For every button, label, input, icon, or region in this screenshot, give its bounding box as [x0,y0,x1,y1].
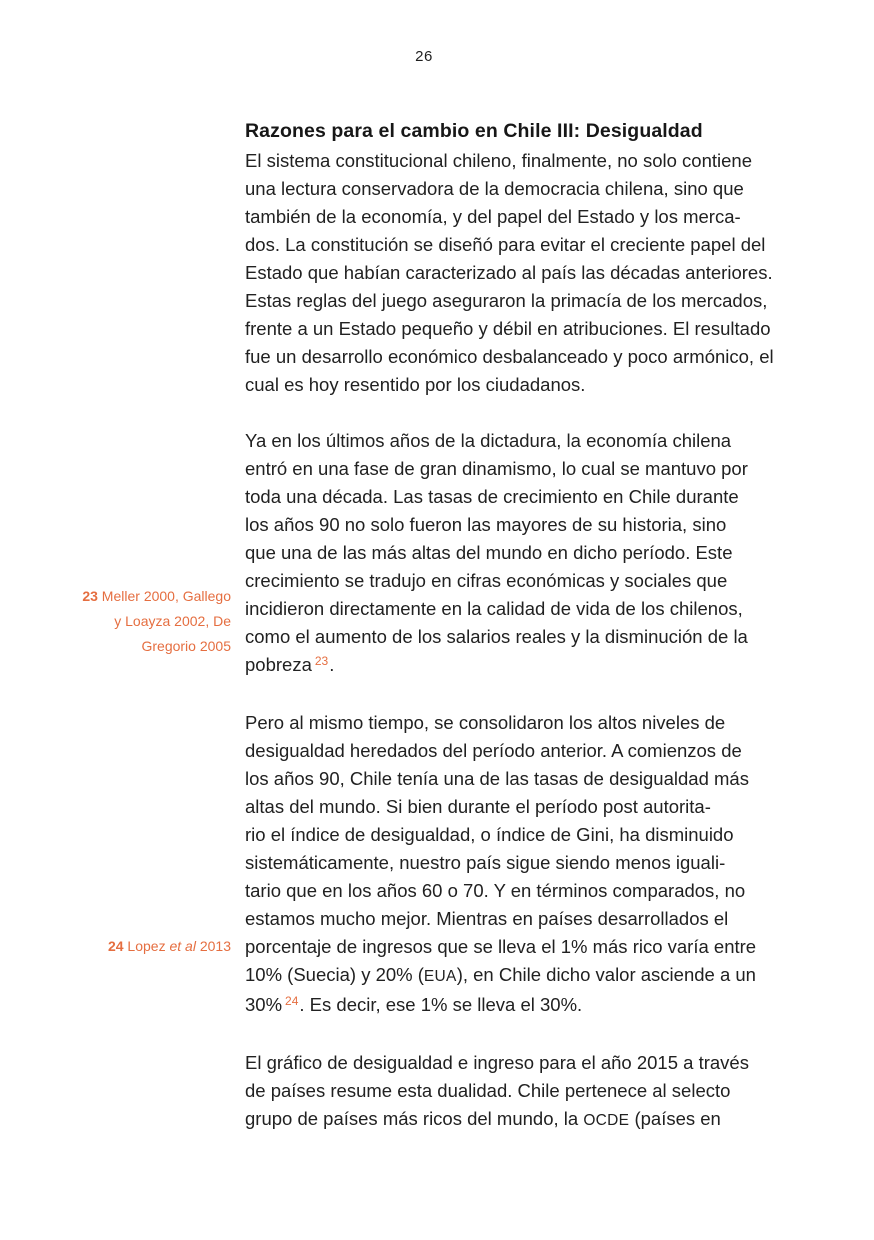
text-segment: que una de las más altas del mundo en dicho período. Este [245,542,733,563]
text-line [245,343,790,371]
section-heading: Razones para el cambio en Chile III: Desigualdad [245,120,703,142]
text-segment: rio el índice de desigualdad, o índice de Gini, ha disminuido [245,824,734,845]
text-segment: dos. La constitución se diseñó para evitar el creciente papel del [245,234,766,255]
text-line [245,455,790,483]
text-segment: 10% (Suecia) y 20% ( [245,964,424,985]
text-segment: los años 90 no solo fueron las mayores de su historia, sino [245,514,727,535]
text-line [245,231,790,259]
text-segment: toda una década. Las tasas de crecimiento en Chile durante [245,486,739,507]
text-line [245,623,790,651]
text-line [245,821,790,849]
text-segment: fue un desarrollo económico desbalanceado y poco armónico, el [245,346,774,367]
text-segment: 2013 [195,938,231,954]
text-segment: grupo de países más ricos del mundo, la [245,1108,584,1129]
text-segment: (países en [629,1108,721,1129]
footnote-ref: 24 [285,994,299,1008]
text-line [245,905,790,933]
text-segment: sistemáticamente, nuestro país sigue siendo menos iguali- [245,852,726,873]
text-line [245,595,790,623]
text-line [245,1105,790,1135]
text-line [245,483,790,511]
text-line [245,203,790,231]
text-segment: porcentaje de ingresos que se lleva el 1% más rico varía entre [245,936,757,957]
text-line [245,147,790,175]
text-segment: como el aumento de los salarios reales y la disminución de la [245,626,748,647]
text-segment: los años 90, Chile tenía una de las tasas de desigualdad más [245,768,749,789]
text-line [245,567,790,595]
text-line [245,849,790,877]
text-line [245,287,790,315]
text-segment: . [329,654,335,675]
text-line [245,877,790,905]
text-line [245,737,790,765]
text-line [245,793,790,821]
text-segment: una lectura conservadora de la democracia chilena, sino que [245,178,744,199]
text-line [245,427,790,455]
text-line [245,371,790,399]
text-segment: frente a un Estado pequeño y débil en atribuciones. El resultado [245,318,771,339]
text-segment: Estado que habían caracterizado al país las décadas anteriores. [245,262,773,283]
text-segment: también de la economía, y del papel del Estado y los merca- [245,206,741,227]
text-line [245,1077,790,1105]
text-line [245,1049,790,1077]
text-segment: cual es hoy resentido por los ciudadanos. [245,374,586,395]
text-line [245,765,790,793]
text-line [245,511,790,539]
text-line [245,539,790,567]
text-line [31,934,231,959]
text-line [245,961,790,991]
text-line [31,609,231,634]
text-segment: Gregorio 2005 [141,638,231,654]
paragraph [245,427,790,681]
text-segment: et al [169,938,196,954]
margin-note-24 [31,934,231,959]
text-segment: Ya en los últimos años de la dictadura, la economía chilena [245,430,732,451]
text-segment: Lopez [123,938,170,954]
footnote-ref: 23 [314,654,329,668]
text-line [245,175,790,203]
text-segment: desigualdad heredados del período anterior. A comienzos de [245,740,742,761]
text-segment: ), en Chile dicho valor asciende a un [456,964,756,985]
text-segment: 30% [245,994,283,1015]
text-segment: estamos mucho mejor. Mientras en países desarrollados el [245,908,729,929]
text-segment: pobreza [245,654,312,675]
text-segment: El sistema constitucional chileno, finalmente, no solo contiene [245,150,752,171]
text-segment: altas del mundo. Si bien durante el período post autorita- [245,796,711,817]
text-segment: y Loayza 2002, De [114,613,231,629]
text-segment: de países resume esta dualidad. Chile pertenece al selecto [245,1080,731,1101]
paragraphs-container [245,147,790,1135]
text-line [245,709,790,737]
text-segment: entró en una fase de gran dinamismo, lo cual se mantuvo por [245,458,748,479]
text-line [31,584,231,609]
text-line [245,315,790,343]
text-segment: crecimiento se tradujo en cifras económicas y sociales que [245,570,728,591]
text-line [245,651,790,681]
page-number: 26 [415,48,433,65]
text-segment: tario que en los años 60 o 70. Y en términos comparados, no [245,880,746,901]
text-segment: 24 [107,938,124,954]
text-segment: Estas reglas del juego aseguraron la primacía de los mercados, [245,290,768,311]
text-line [245,991,790,1021]
body-column [245,116,790,1163]
text-segment: OCDE [583,1112,630,1129]
text-segment: El gráfico de desigualdad e ingreso para el año 2015 a través [245,1052,749,1073]
text-segment: incidieron directamente en la calidad de vida de los chilenos, [245,598,743,619]
paragraph [245,147,790,399]
text-segment: EUA [423,968,457,985]
text-segment: 23 [82,588,98,604]
text-segment: . Es decir, ese 1% se lleva el 30%. [299,994,583,1015]
text-segment: Pero al mismo tiempo, se consolidaron los altos niveles de [245,712,726,733]
text-line [31,634,231,659]
paragraph [245,709,790,1021]
text-line [245,933,790,961]
margin-note-23 [31,584,231,659]
paragraph [245,1049,790,1135]
text-line [245,259,790,287]
text-segment: Meller 2000, Gallego [97,588,231,604]
